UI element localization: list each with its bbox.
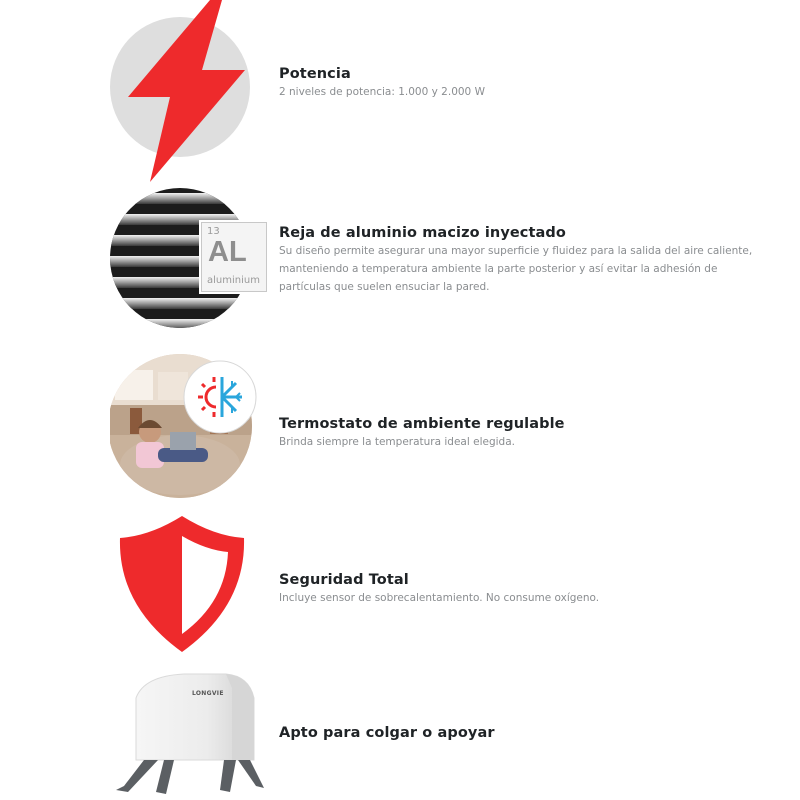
brand-logo: LONGVIE — [192, 690, 224, 697]
feature-title: Potencia — [279, 66, 351, 82]
badge-symbol: AL — [208, 236, 247, 268]
heater-stand-icon — [114, 668, 264, 800]
feature-description-line: Su diseño permite asegurar una mayor superficie y fluidez para la salida del aire caliente, — [279, 245, 753, 257]
badge-number: 13 — [207, 226, 220, 237]
thermostat-sun-snow-icon — [196, 373, 244, 421]
feature-description-line: manteniendo a temperatura ambiente la parte posterior y así evitar la adhesión de — [279, 263, 718, 275]
lightning-bolt-icon — [110, 0, 255, 185]
badge-name: aluminium — [207, 275, 260, 286]
feature-title: Reja de aluminio macizo inyectado — [279, 225, 566, 241]
feature-description: Incluye sensor de sobrecalentamiento. No consume oxígeno. — [279, 592, 600, 604]
feature-termostato — [0, 350, 800, 500]
aluminium-grille-icon — [110, 183, 260, 333]
feature-description-line: partículas que suelen ensuciar la pared. — [279, 281, 490, 293]
aluminium-badge — [201, 222, 267, 292]
feature-title: Termostato de ambiente regulable — [279, 416, 565, 432]
feature-title: Apto para colgar o apoyar — [279, 725, 495, 741]
feature-description: Brinda siempre la temperatura ideal elegida. — [279, 436, 515, 448]
feature-reja-aluminio — [0, 183, 800, 333]
feature-seguridad — [0, 510, 800, 660]
living-room-photo — [110, 350, 255, 500]
feature-colgar-apoyar — [0, 668, 800, 800]
feature-title: Seguridad Total — [279, 572, 409, 588]
feature-potencia — [0, 0, 800, 185]
safety-shield-icon — [110, 510, 255, 660]
feature-description: 2 niveles de potencia: 1.000 y 2.000 W — [279, 86, 485, 98]
